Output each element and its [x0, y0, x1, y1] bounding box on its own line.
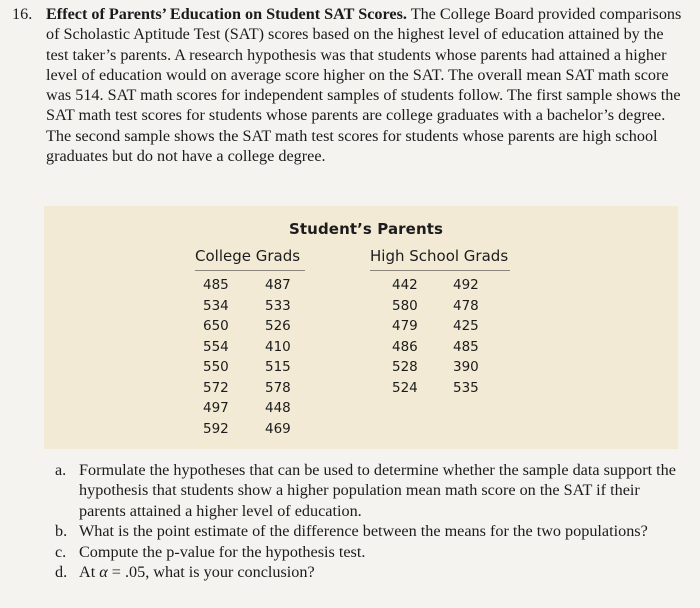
score-value: 442 [392, 277, 418, 293]
sat-score-table [44, 206, 678, 449]
score-value: 578 [265, 379, 291, 396]
score-value: 572 [203, 379, 229, 396]
question-text: Formulate the hypotheses that can be used to determine whether the sample data support the hypothesis that students show a higher population mean math score on the SAT if their parents attained a higher level of education. [79, 461, 676, 520]
question-prefix: At [79, 563, 100, 582]
question-letter: b. [55, 522, 68, 541]
high-school-grads-heading: High School Grads [370, 247, 509, 265]
high-school-grads-column-2 [453, 275, 479, 398]
question-letter: a. [55, 461, 67, 479]
score-value: 425 [453, 318, 479, 334]
score-value: 534 [203, 297, 229, 314]
alpha-symbol: α [99, 563, 108, 582]
score-value: 554 [203, 338, 229, 355]
college-grads-column-1 [203, 275, 229, 439]
score-value: 486 [392, 338, 418, 355]
score-value: 478 [453, 297, 479, 314]
problem-number: 16. [12, 5, 33, 23]
problem-body: The College Board provided comparisons of Scholastic Aptitude Test (SAT) scores based on the highest level of education attained by the test taker’s parents. A research hypothesis was that students whose parents had attained a higher level of education would on average score higher on the SAT. The overall mean SAT math score was 514. SAT math scores for independent samples of students follow. The first sample shows the SAT math test scores for students whose parents are college graduates with a bachelor’s degree. The second sample shows the SAT math test scores for students whose parents are high school graduates but do not have a college degree. [46, 5, 682, 166]
question-a [55, 460, 685, 521]
score-value: 485 [453, 338, 479, 355]
question-letter: c. [55, 542, 67, 561]
college-grads-column-2 [265, 275, 291, 439]
question-list [55, 460, 685, 582]
score-value: 485 [203, 277, 229, 293]
score-value: 528 [392, 359, 418, 375]
score-value: 492 [453, 277, 479, 293]
score-value: 479 [392, 318, 418, 334]
problem-title: Effect of Parents’ Education on Student SAT Scores. [46, 5, 407, 23]
score-value: 533 [265, 297, 291, 314]
score-value: 469 [265, 420, 291, 437]
score-value: 524 [392, 379, 418, 396]
score-value: 526 [265, 318, 291, 334]
question-d [55, 562, 685, 582]
score-value: 592 [203, 420, 229, 437]
score-value: 487 [265, 277, 291, 293]
question-letter: d. [55, 563, 68, 582]
question-text: Compute the p-value for the hypothesis test. [79, 542, 366, 561]
score-value: 550 [203, 359, 229, 375]
score-value: 497 [203, 400, 229, 416]
score-value: 448 [265, 400, 291, 416]
question-c [55, 542, 685, 562]
score-value: 650 [203, 318, 229, 334]
question-text: = .05, what is your conclusion? [107, 563, 315, 582]
table-title: Student’s Parents [289, 220, 444, 238]
college-grads-rule [195, 270, 305, 271]
high-school-grads-column-1 [392, 275, 418, 398]
score-value: 535 [453, 379, 479, 396]
problem-statement [12, 4, 688, 166]
college-grads-heading: College Grads [195, 247, 301, 265]
score-value: 515 [265, 359, 291, 375]
question-b [55, 521, 685, 541]
score-value: 580 [392, 297, 418, 314]
problem-text [46, 4, 688, 166]
score-value: 390 [453, 359, 479, 375]
high-school-grads-rule [370, 270, 510, 271]
question-text: What is the point estimate of the difference between the means for the two populations? [79, 522, 648, 541]
score-value: 410 [265, 338, 291, 355]
